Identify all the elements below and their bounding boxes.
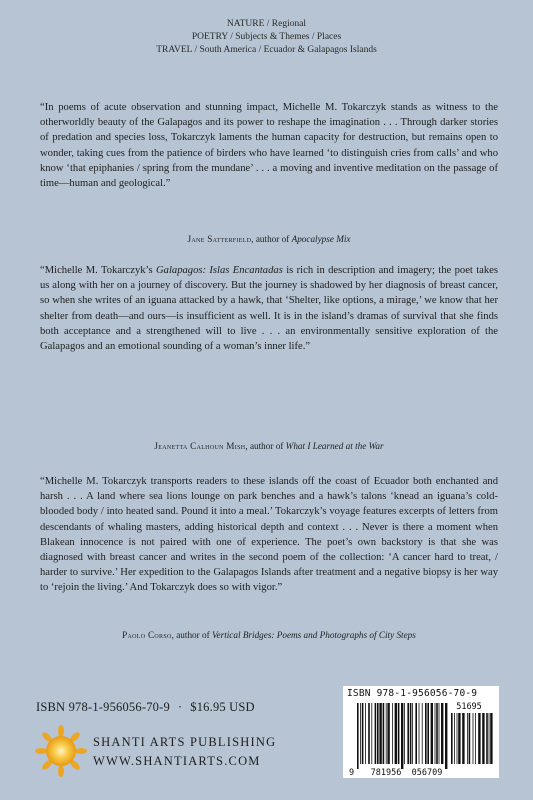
category-line: TRAVEL / South America / Ecuador & Galapagos Islands [156,45,377,55]
barcode-bar [473,713,474,764]
barcode-bar [392,703,393,764]
barcode-bar [489,713,490,764]
blurb-author: Jeanetta Calhoun Mish [154,441,246,451]
barcode-bar [486,713,488,764]
quote-book-title: Galapagos: Islas Encantadas [156,265,283,276]
blurb-author: Jane Satterfield [187,234,252,244]
blurb-author-note: , author of [171,630,212,640]
barcode-bar [490,713,492,764]
addon-digits: 51695 [456,702,482,712]
barcode-first-digit: 9 [349,768,355,778]
barcode-bar [457,713,458,764]
separator: · [177,700,183,714]
barcode-bar [362,703,364,764]
barcode-bar [467,713,468,764]
barcode-bar [401,703,403,769]
barcode-bar [377,703,379,764]
barcode-bar [445,703,447,769]
barcode-bar [357,703,359,769]
isbn-price-line [36,700,255,715]
quote-text: is rich in description and imagery; the poet takes us along with her on a journey of discovery. But the journey is shadowed by her diagnosis of breast cancer, so when she writes of an iguana attacked by a hawk, that ‘Shelter, like options, a mirage,’ we know that her shelter from death—and ours—is insufficient as well. It is in the island’s dramas of survival that she finds both acceptance and a strengthened will to live . . . an environmentally sensitive exploration of the Galapagos and an emotional sounding of a woman’s inner life.” [40,265,498,353]
category-line: POETRY / Subjects & Themes / Places [191,32,342,42]
isbn-text: ISBN 978-1-956056-70-9 [36,700,170,714]
barcode-bar [395,703,397,764]
category-line: NATURE / Regional [226,19,307,29]
barcode-bar [410,703,412,764]
barcode-isbn-label: ISBN 978-1-956056-70-9 [347,688,478,699]
barcode-bar [458,713,460,764]
barcode [343,686,499,778]
barcode-bar [415,703,417,764]
barcode-bar [475,713,476,764]
barcode-bar [407,703,409,764]
barcode-bar [431,703,433,764]
barcode-bar [404,703,405,764]
publisher-name: SHANTI ARTS PUBLISHING [93,735,277,749]
barcode-graphic [343,686,499,778]
barcode-bar [478,713,480,764]
barcode-bar [360,703,361,764]
blurb-author: Paolo Corso [122,630,172,640]
barcode-bar [435,703,436,764]
blurb-quote: “In poems of acute observation and stunning impact, Michelle M. Tokarczyk stands as witness to the otherworldly beauty of the Galapagos and its power to reshape the imagination . . . Through darker stories of predation and species loss, Tokarczyk laments the human capacity for destruction, but remains open to wonder, taking cues from the patience of birders who have learned ‘to distinguish cries from calls’ and who know ‘that epiphanies / spring from the mundane’ . . . a moving and inventive meditation on the passage of time—human and geological.” [40,102,498,190]
blurb-attribution [40,234,498,244]
barcode-bar [387,703,389,764]
barcode-bar [425,703,427,764]
barcode-bar [383,703,385,764]
barcode-bar [441,703,443,764]
quote-text: “Michelle M. Tokarczyk’s [40,265,156,276]
barcode-bar [439,703,440,764]
publisher-url: WWW.SHANTIARTS.COM [93,754,261,768]
addon-barcode-bars [451,713,493,764]
barcode-bar [365,703,366,764]
barcode-bars [357,703,447,769]
barcode-bar [368,703,370,764]
sun-logo-icon [35,725,87,777]
barcode-bar [451,713,453,764]
barcode-bar [386,703,387,764]
barcode-bar [371,703,372,764]
barcode-bar [482,713,484,764]
barcode-left-digits: 781956 [370,768,402,778]
price-text: $16.95 USD [190,700,255,714]
barcode-bar [375,703,377,764]
blurb-author-note: , author of [251,234,292,244]
blurb-quote: “Michelle M. Tokarczyk transports readers to these islands off the coast of Ecuador both enchanted and harsh . . . A land where sea lions lounge on park benches and a hawk’s talons ‘knead an iguana’s cold-blooded body / into heated sand. Pound it into a meal.’ Tokarczyk’s voyage features excerpts of letters from descendants of whaling masters, adding historical depth and context . . . Never is there a moment when Blakean innocence is not paired with one of experience. The poet’s own backstory is that she was diagnosed with breast cancer and writes in the second poem of the collection: ‘A cancer hard to treat, / harder to survive.’ Her expedition to the Galapagos Islands after treatment and a negative biopsy is her way to ‘rejoin the living.’ And Tokarczyk does so with vigor.” [40,476,498,594]
barcode-bar [454,713,455,764]
barcode-bar [462,713,464,764]
blurb-attribution [40,630,498,640]
blurb-book-title: What I Learned at the War [285,441,384,451]
blurb-book-title: Vertical Bridges: Poems and Photographs of City Steps [211,630,416,640]
barcode-bar [422,703,423,764]
blurb-book-title: Apocalypse Mix [291,234,351,244]
blurb-attribution [40,441,498,451]
barcode-bar [379,703,381,764]
barcode-bar [469,713,471,764]
barcode-bar [398,703,400,764]
barcode-bar [436,703,438,764]
blurb-quote [40,263,498,354]
barcode-bar [412,703,413,764]
subject-categories [0,18,533,57]
barcode-bar [419,703,420,764]
blurb-author-note: , author of [245,441,286,451]
barcode-bar [427,703,429,764]
barcode-right-digits: 056709 [411,768,443,778]
